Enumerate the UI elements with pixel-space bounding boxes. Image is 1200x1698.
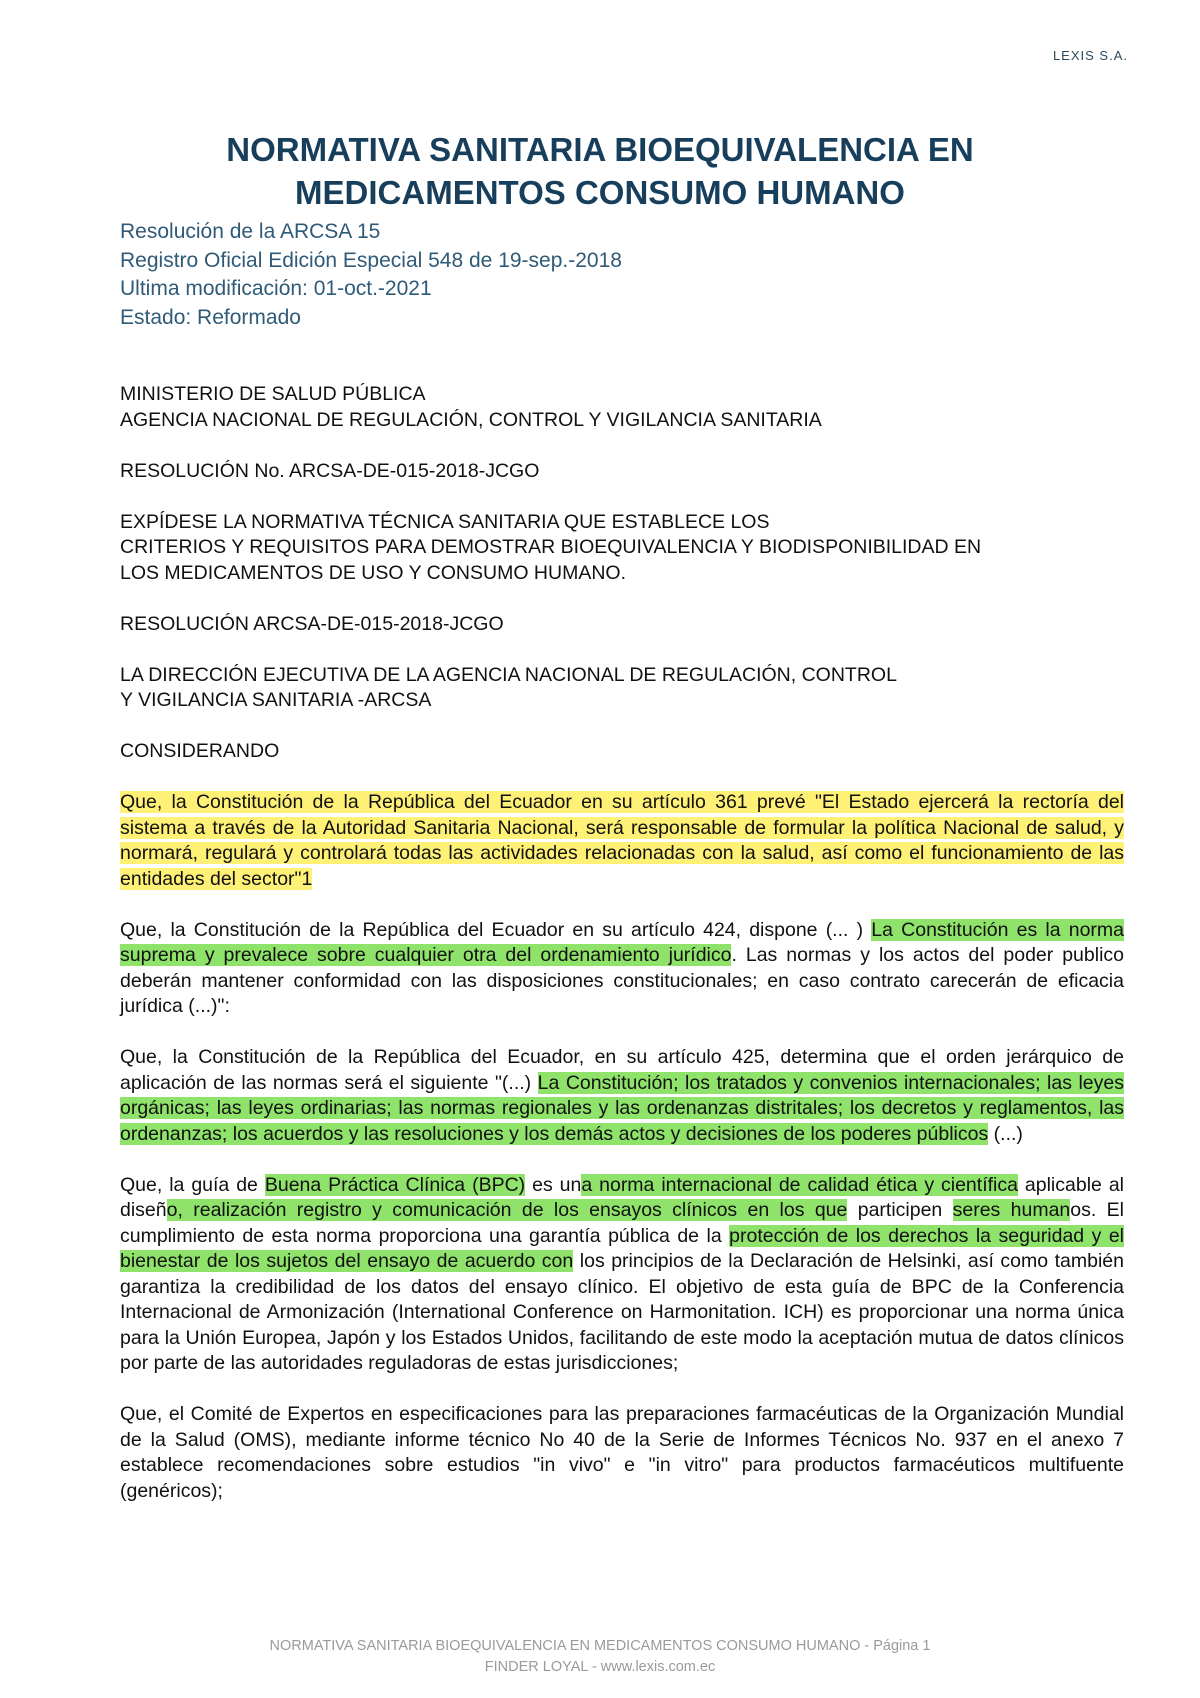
- document-metadata: [120, 218, 622, 332]
- resolution-number: [120, 459, 1124, 485]
- highlight-yellow: Que, la Constitución de la República del Ecuador en su artículo 361 prevé "El Estado ejercerá la rectoría del sistema a través de la Autoridad Sanitaria Nacional, será responsable de formular la política Nacional de salud, y normará, regulará y controlará todas las actividades relacionadas con la salud, así como el funcionamiento de las entidades del sector"1: [120, 791, 1124, 890]
- ministry-line-1: MINISTERIO DE SALUD PÚBLICA: [120, 383, 426, 405]
- highlight-green: Buena Práctica Clínica (BPC): [264, 1173, 526, 1196]
- highlight-green: La Constitución; los tratados y convenios internacionales; las leyes orgánicas; las leyes ordinarias; las normas regionales y las ordenanzas distritales; los decretos y reglamentos, las ordenanzas; los acuerdos y las resoluciones y los demás actos y decisiones de los poderes públicos: [120, 1071, 1124, 1145]
- highlight-green: a norma internacional de calidad ética y científica: [581, 1173, 1018, 1196]
- page-footer: [0, 1636, 1200, 1678]
- document-body: [120, 382, 1124, 1530]
- ministry-line-2: AGENCIA NACIONAL DE REGULACIÓN, CONTROL Y VIGILANCIA SANITARIA: [120, 408, 822, 431]
- resolution-repeat-text: RESOLUCIÓN ARCSA-DE-015-2018-JCGO: [120, 612, 504, 635]
- document-title: [120, 128, 1080, 214]
- paragraph-article-425: [120, 1045, 1124, 1147]
- title-line-1: NORMATIVA SANITARIA BIOEQUIVALENCIA EN: [226, 131, 974, 168]
- footer-title: NORMATIVA SANITARIA BIOEQUIVALENCIA EN MEDICAMENTOS CONSUMO HUMANO - Página 1: [269, 1638, 931, 1654]
- meta-last-modified: Ultima modificación: 01-oct.-2021: [120, 277, 432, 300]
- ministry-heading: [120, 382, 1124, 433]
- paragraph-text: aplicable al diseñ: [120, 1173, 1124, 1221]
- meta-status: Estado: Reformado: [120, 305, 301, 329]
- footer-source: FINDER LOYAL - www.lexis.com.ec: [484, 1659, 716, 1675]
- considerando-text: CONSIDERANDO: [120, 740, 280, 762]
- issue-line-1: EXPÍDESE LA NORMATIVA TÉCNICA SANITARIA QUE ESTABLECE LOS: [120, 510, 770, 533]
- highlight-green: La Constitución es la norma suprema y prevalece sobre cualquier otra del ordenamiento jurídico: [120, 918, 1125, 966]
- resolution-number-text: RESOLUCIÓN No. ARCSA-DE-015-2018-JCGO: [120, 459, 540, 482]
- highlight-green: o, realización registro y comunicación de los ensayos clínicos en los que: [166, 1199, 848, 1221]
- paragraph-text: Que, la Constitución de la República del Ecuador en su artículo 424, dispone (... ): [120, 918, 872, 941]
- paragraph-text: . Las normas y los actos del poder publico deberán mantener conformidad con las disposiciones constitucionales; en caso contrato carecerán de eficacia jurídica (...)":: [120, 944, 1125, 1017]
- paragraph-text: (...): [988, 1122, 1023, 1145]
- highlight-green: seres human: [952, 1199, 1071, 1221]
- issue-statement: [120, 510, 1124, 587]
- paragraph-article-424: [120, 918, 1124, 1020]
- highlight-green: protección de los derechos la seguridad y el bienestar de los sujetos del ensayo de acuerdo con: [120, 1224, 1125, 1272]
- publisher-brand: LEXIS S.A.: [1052, 48, 1128, 63]
- direction-line-1: LA DIRECCIÓN EJECUTIVA DE LA AGENCIA NACIONAL DE REGULACIÓN, CONTROL: [120, 663, 897, 686]
- paragraph-oms-committee: [120, 1402, 1124, 1504]
- paragraph-text: os. El cumplimiento de esta norma proporciona una garantía pública de la: [120, 1199, 1124, 1247]
- paragraph-bpc-guide: [120, 1173, 1124, 1377]
- meta-registry: Registro Oficial Edición Especial 548 de 19-sep.-2018: [120, 248, 622, 272]
- considerando-heading: [120, 739, 1124, 765]
- issue-line-2: CRITERIOS Y REQUISITOS PARA DEMOSTRAR BIOEQUIVALENCIA Y BIODISPONIBILIDAD EN: [120, 536, 982, 558]
- paragraph-text: participen: [847, 1199, 953, 1221]
- meta-resolution: Resolución de la ARCSA 15: [120, 220, 381, 243]
- paragraph-text: Que, la Constitución de la República del Ecuador, en su artículo 425, determina que el orden jerárquico de aplicación de las normas será el siguiente "(...): [120, 1046, 1124, 1094]
- paragraph-article-361: [120, 790, 1124, 892]
- direction-heading: [120, 663, 1124, 714]
- title-line-2: MEDICAMENTOS CONSUMO HUMANO: [295, 174, 905, 211]
- paragraph-text: es un: [525, 1173, 582, 1196]
- paragraph-text: Que, la guía de: [120, 1173, 265, 1196]
- resolution-repeat: [120, 612, 1124, 638]
- issue-line-3: LOS MEDICAMENTOS DE USO Y CONSUMO HUMANO.: [120, 561, 626, 584]
- direction-line-2: Y VIGILANCIA SANITARIA -ARCSA: [120, 689, 432, 711]
- paragraph-text: los principios de la Declaración de Helsinki, así como también garantiza la credibilidad de los datos del ensayo clínico. El objetivo de esta guía de BPC de la Conferencia Internacional de Armonización (International Conference on Harmonitation. ICH) es proporcionar una norma única para la Unión Europea, Japón y los Estados Unidos, facilitando de este modo la aceptación mutua de datos clínicos por parte de las autoridades reguladoras de estas jurisdicciones;: [120, 1250, 1124, 1374]
- paragraph-text: Que, el Comité de Expertos en especificaciones para las preparaciones farmacéuticas de la Organización Mundial de la Salud (OMS), mediante informe técnico No 40 de la Serie de Informes Técnicos No. 937 en el anexo 7 establece recomendaciones sobre estudios "in vivo" e "in vitro" para productos farmacéuticos multifuente (genéricos);: [120, 1403, 1124, 1502]
